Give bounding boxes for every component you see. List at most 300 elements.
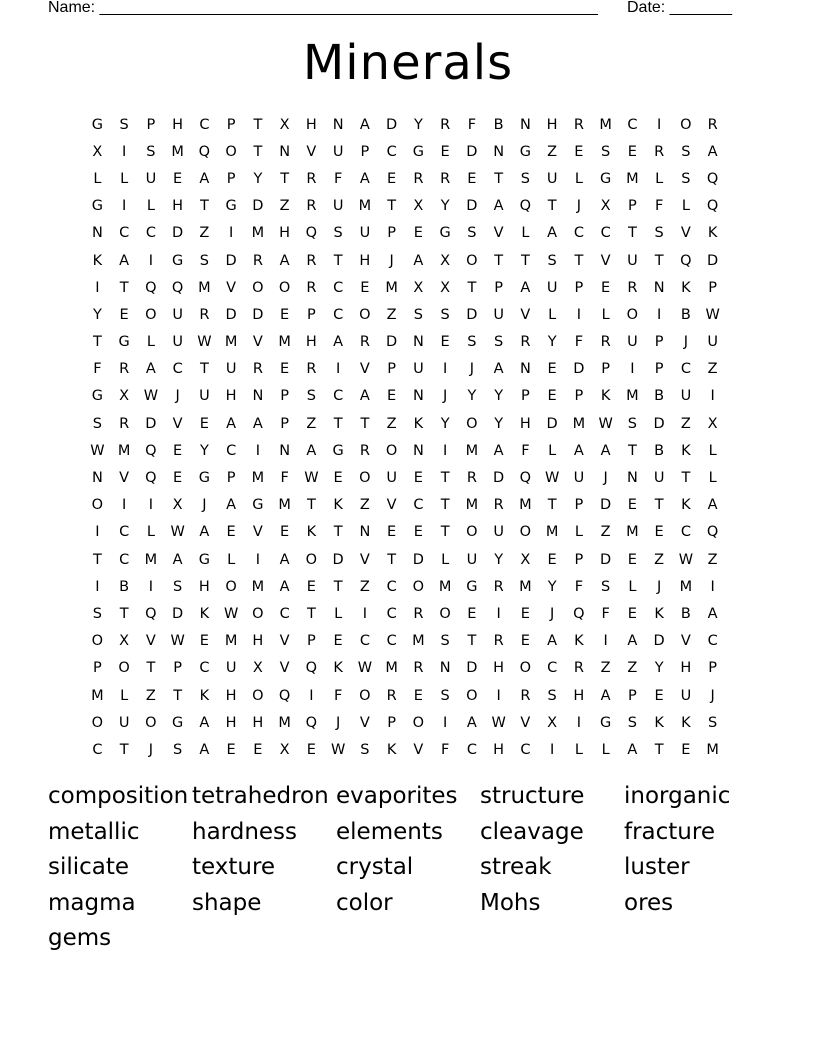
grid-letter[interactable]: P	[574, 551, 584, 568]
grid-letter[interactable]: Q	[145, 279, 157, 296]
grid-letter[interactable]: T	[306, 497, 316, 514]
grid-letter[interactable]: O	[519, 660, 532, 677]
grid-letter[interactable]: D	[466, 198, 478, 215]
grid-letter[interactable]: B	[654, 442, 665, 459]
grid-letter[interactable]: U	[145, 170, 157, 187]
grid-letter[interactable]: G	[252, 497, 264, 514]
grid-letter[interactable]: I	[576, 714, 582, 731]
grid-letter[interactable]: P	[146, 116, 156, 133]
grid-letter[interactable]: C	[359, 633, 370, 650]
grid-letter[interactable]: Y	[440, 415, 450, 432]
grid-letter[interactable]: D	[707, 252, 719, 269]
grid-letter[interactable]: P	[280, 415, 289, 432]
grid-letter[interactable]: T	[119, 741, 129, 758]
grid-letter[interactable]: P	[387, 225, 396, 242]
grid-letter[interactable]: P	[708, 279, 717, 296]
grid-letter[interactable]: L	[681, 198, 690, 215]
grid-letter[interactable]: E	[280, 306, 290, 323]
grid-letter[interactable]: P	[494, 279, 503, 296]
grid-letter[interactable]: T	[547, 198, 557, 215]
grid-letter[interactable]: U	[332, 198, 344, 215]
grid-letter[interactable]: N	[439, 660, 451, 677]
grid-letter[interactable]: V	[680, 633, 691, 650]
grid-letter[interactable]: W	[598, 415, 613, 432]
grid-letter[interactable]: O	[439, 605, 451, 622]
grid-letter[interactable]: A	[226, 415, 237, 432]
grid-letter[interactable]: S	[173, 741, 183, 758]
grid-letter[interactable]: W	[170, 524, 185, 541]
grid-letter[interactable]: P	[574, 388, 584, 405]
grid-letter[interactable]: D	[466, 306, 478, 323]
grid-letter[interactable]: A	[199, 170, 210, 187]
grid-letter[interactable]: C	[386, 633, 397, 650]
grid-letter[interactable]: G	[466, 578, 478, 595]
grid-letter[interactable]: V	[600, 252, 611, 269]
grid-letter[interactable]: S	[627, 714, 637, 731]
grid-letter[interactable]: A	[493, 361, 504, 378]
grid-letter[interactable]: P	[307, 633, 316, 650]
grid-letter[interactable]: D	[332, 551, 344, 568]
grid-letter[interactable]: V	[279, 633, 290, 650]
grid-letter[interactable]: Z	[359, 578, 370, 595]
grid-letter[interactable]: V	[172, 415, 183, 432]
grid-letter[interactable]: M	[545, 524, 559, 541]
grid-letter[interactable]: F	[93, 361, 102, 378]
grid-letter[interactable]: M	[251, 578, 265, 595]
grid-letter[interactable]: M	[385, 279, 398, 296]
grid-letter[interactable]: Y	[467, 388, 477, 405]
grid-letter[interactable]: R	[306, 198, 317, 215]
grid-letter[interactable]: H	[225, 714, 237, 731]
grid-letter[interactable]: F	[440, 741, 450, 758]
grid-letter[interactable]: C	[119, 225, 130, 242]
grid-letter[interactable]: V	[252, 524, 263, 541]
grid-letter[interactable]: I	[228, 225, 234, 242]
grid-letter[interactable]: V	[279, 660, 290, 677]
grid-letter[interactable]: G	[198, 470, 210, 487]
grid-letter[interactable]: G	[198, 551, 210, 568]
grid-letter[interactable]: T	[467, 279, 477, 296]
grid-letter[interactable]: W	[491, 714, 506, 731]
grid-letter[interactable]: L	[655, 170, 664, 187]
grid-letter[interactable]: L	[521, 225, 530, 242]
grid-letter[interactable]: E	[387, 524, 397, 541]
grid-letter[interactable]: A	[199, 524, 210, 541]
grid-letter[interactable]: Q	[145, 470, 157, 487]
grid-letter[interactable]: N	[519, 361, 531, 378]
grid-letter[interactable]: T	[627, 225, 637, 242]
grid-letter[interactable]: A	[627, 633, 638, 650]
grid-letter[interactable]: O	[278, 279, 291, 296]
grid-letter[interactable]: U	[172, 306, 183, 323]
grid-letter[interactable]: K	[654, 605, 664, 622]
grid-letter[interactable]: Q	[145, 442, 157, 459]
grid-letter[interactable]: W	[143, 388, 159, 405]
grid-letter[interactable]: T	[494, 252, 504, 269]
grid-letter[interactable]: C	[226, 442, 237, 459]
grid-letter[interactable]: I	[710, 388, 715, 405]
grid-letter[interactable]: R	[440, 116, 451, 133]
grid-letter[interactable]: T	[199, 361, 209, 378]
grid-letter[interactable]: K	[306, 524, 317, 541]
grid-letter[interactable]: T	[360, 415, 370, 432]
grid-letter[interactable]: F	[574, 578, 584, 595]
grid-letter[interactable]: E	[547, 551, 557, 568]
grid-letter[interactable]: R	[413, 170, 424, 187]
grid-letter[interactable]: S	[681, 170, 691, 187]
grid-letter[interactable]: P	[574, 279, 584, 296]
grid-letter[interactable]: A	[707, 143, 718, 160]
grid-letter[interactable]: T	[654, 497, 664, 514]
grid-letter[interactable]: S	[520, 170, 530, 187]
grid-letter[interactable]: Z	[707, 361, 718, 378]
grid-letter[interactable]: C	[119, 551, 130, 568]
grid-letter[interactable]: U	[332, 143, 344, 160]
grid-letter[interactable]: I	[148, 252, 154, 269]
grid-letter[interactable]: P	[280, 388, 289, 405]
grid-letter[interactable]: Z	[386, 415, 397, 432]
grid-letter[interactable]: C	[333, 279, 344, 296]
grid-letter[interactable]: X	[547, 714, 558, 731]
grid-letter[interactable]: T	[119, 605, 129, 622]
grid-letter[interactable]: P	[521, 388, 530, 405]
grid-letter[interactable]: O	[145, 714, 157, 731]
grid-letter[interactable]: N	[279, 143, 291, 160]
grid-letter[interactable]: H	[359, 252, 371, 269]
grid-letter[interactable]: A	[547, 225, 558, 242]
grid-letter[interactable]: H	[519, 415, 531, 432]
grid-letter[interactable]: D	[412, 551, 424, 568]
grid-letter[interactable]: K	[681, 442, 691, 459]
grid-letter[interactable]: T	[654, 741, 664, 758]
grid-letter[interactable]: D	[386, 116, 398, 133]
grid-letter[interactable]: K	[600, 388, 611, 405]
grid-letter[interactable]: M	[385, 660, 398, 677]
grid-letter[interactable]: M	[171, 143, 184, 160]
grid-letter[interactable]: O	[466, 252, 478, 269]
grid-letter[interactable]: C	[172, 361, 183, 378]
grid-letter[interactable]: M	[706, 741, 719, 758]
grid-letter[interactable]: T	[253, 143, 263, 160]
grid-letter[interactable]: P	[708, 660, 717, 677]
grid-letter[interactable]: V	[226, 279, 237, 296]
grid-letter[interactable]: F	[333, 687, 343, 704]
grid-letter[interactable]: Y	[413, 116, 423, 133]
grid-letter[interactable]: P	[387, 361, 396, 378]
grid-letter[interactable]: R	[306, 361, 317, 378]
grid-letter[interactable]: I	[95, 524, 100, 541]
grid-letter[interactable]: R	[413, 660, 424, 677]
grid-letter[interactable]: L	[601, 306, 610, 323]
grid-letter[interactable]: L	[334, 605, 343, 622]
grid-letter[interactable]: Z	[547, 143, 558, 160]
grid-letter[interactable]: D	[653, 415, 665, 432]
grid-letter[interactable]: E	[520, 605, 530, 622]
grid-letter[interactable]: S	[92, 605, 102, 622]
grid-letter[interactable]: A	[520, 279, 531, 296]
grid-letter[interactable]: A	[707, 605, 718, 622]
grid-letter[interactable]: K	[681, 497, 691, 514]
grid-letter[interactable]: S	[627, 415, 637, 432]
grid-letter[interactable]: D	[172, 605, 184, 622]
grid-letter[interactable]: L	[120, 170, 129, 187]
grid-letter[interactable]: N	[412, 334, 424, 351]
grid-letter[interactable]: R	[627, 279, 638, 296]
grid-letter[interactable]: E	[627, 497, 637, 514]
grid-letter[interactable]: K	[199, 687, 210, 704]
grid-letter[interactable]: E	[627, 551, 637, 568]
grid-letter[interactable]: H	[680, 660, 692, 677]
grid-letter[interactable]: H	[225, 687, 237, 704]
grid-letter[interactable]: O	[145, 306, 157, 323]
grid-letter[interactable]: K	[199, 605, 210, 622]
grid-letter[interactable]: T	[467, 633, 477, 650]
grid-letter[interactable]: X	[413, 279, 424, 296]
grid-letter[interactable]: U	[118, 714, 130, 731]
grid-letter[interactable]: A	[279, 551, 290, 568]
grid-letter[interactable]: R	[306, 279, 317, 296]
grid-letter[interactable]: V	[413, 741, 424, 758]
grid-letter[interactable]: D	[466, 143, 478, 160]
grid-letter[interactable]: S	[440, 633, 450, 650]
grid-letter[interactable]: Q	[706, 170, 719, 187]
grid-letter[interactable]: Q	[198, 143, 211, 160]
grid-letter[interactable]: D	[386, 334, 398, 351]
grid-letter[interactable]: J	[335, 714, 341, 731]
grid-letter[interactable]: R	[306, 170, 317, 187]
grid-letter[interactable]: O	[385, 442, 398, 459]
grid-letter[interactable]: Z	[680, 415, 691, 432]
grid-letter[interactable]: N	[653, 279, 665, 296]
grid-letter[interactable]: X	[252, 660, 263, 677]
grid-letter[interactable]: C	[627, 116, 638, 133]
grid-letter[interactable]: T	[199, 198, 209, 215]
grid-letter[interactable]: S	[440, 306, 450, 323]
grid-letter[interactable]: T	[654, 252, 664, 269]
grid-letter[interactable]: Q	[573, 605, 585, 622]
grid-letter[interactable]: J	[389, 252, 394, 269]
grid-letter[interactable]: E	[547, 361, 557, 378]
grid-letter[interactable]: W	[304, 470, 319, 487]
grid-letter[interactable]: A	[172, 551, 183, 568]
grid-letter[interactable]: P	[654, 361, 664, 378]
grid-letter[interactable]: H	[225, 388, 237, 405]
grid-letter[interactable]: W	[197, 334, 212, 351]
grid-letter[interactable]: Q	[305, 660, 318, 677]
grid-letter[interactable]: P	[574, 497, 584, 514]
grid-letter[interactable]: R	[440, 170, 451, 187]
grid-letter[interactable]: V	[520, 714, 531, 731]
grid-letter[interactable]: A	[279, 578, 290, 595]
grid-letter[interactable]: V	[119, 470, 130, 487]
grid-letter[interactable]: G	[519, 143, 531, 160]
grid-letter[interactable]: M	[224, 334, 238, 351]
grid-letter[interactable]: S	[199, 252, 209, 269]
grid-letter[interactable]: R	[573, 660, 584, 677]
grid-letter[interactable]: R	[119, 415, 130, 432]
grid-letter[interactable]: E	[547, 388, 557, 405]
grid-letter[interactable]: W	[330, 741, 346, 758]
grid-letter[interactable]: P	[601, 361, 610, 378]
grid-letter[interactable]: A	[493, 198, 504, 215]
grid-letter[interactable]: Z	[279, 198, 290, 215]
grid-letter[interactable]: H	[305, 334, 317, 351]
grid-letter[interactable]: I	[656, 306, 662, 323]
grid-letter[interactable]: Z	[386, 306, 397, 323]
grid-letter[interactable]: A	[145, 361, 156, 378]
grid-letter[interactable]: J	[549, 605, 555, 622]
grid-letter[interactable]: H	[493, 660, 505, 677]
grid-letter[interactable]: S	[360, 741, 370, 758]
grid-letter[interactable]: T	[119, 279, 129, 296]
grid-letter[interactable]: P	[360, 143, 370, 160]
grid-letter[interactable]: F	[333, 170, 343, 187]
grid-letter[interactable]: Q	[145, 605, 157, 622]
grid-letter[interactable]: C	[199, 116, 210, 133]
grid-letter[interactable]: C	[333, 306, 344, 323]
grid-letter[interactable]: F	[467, 116, 477, 133]
grid-letter[interactable]: T	[574, 252, 584, 269]
grid-letter[interactable]: C	[119, 524, 130, 541]
grid-letter[interactable]: E	[654, 687, 664, 704]
grid-letter[interactable]: R	[413, 605, 424, 622]
grid-letter[interactable]: O	[466, 687, 478, 704]
grid-letter[interactable]: K	[386, 741, 397, 758]
grid-letter[interactable]: X	[92, 143, 103, 160]
grid-letter[interactable]: M	[572, 415, 586, 432]
grid-letter[interactable]: S	[333, 225, 343, 242]
grid-letter[interactable]: O	[626, 306, 639, 323]
grid-letter[interactable]: O	[359, 470, 371, 487]
grid-letter[interactable]: I	[148, 497, 154, 514]
grid-letter[interactable]: V	[520, 306, 531, 323]
grid-letter[interactable]: U	[359, 225, 371, 242]
grid-letter[interactable]: B	[119, 578, 130, 595]
grid-letter[interactable]: K	[92, 252, 103, 269]
grid-letter[interactable]: A	[547, 633, 558, 650]
grid-letter[interactable]: N	[359, 524, 371, 541]
grid-letter[interactable]: E	[413, 687, 423, 704]
grid-letter[interactable]: J	[148, 741, 154, 758]
grid-letter[interactable]: E	[199, 415, 209, 432]
grid-letter[interactable]: G	[172, 714, 184, 731]
grid-letter[interactable]: R	[252, 252, 263, 269]
grid-letter[interactable]: N	[91, 470, 103, 487]
grid-letter[interactable]: J	[710, 687, 715, 704]
grid-letter[interactable]: X	[119, 388, 130, 405]
grid-letter[interactable]: P	[307, 306, 316, 323]
grid-letter[interactable]: W	[678, 551, 694, 568]
grid-letter[interactable]: D	[252, 306, 264, 323]
grid-letter[interactable]: I	[121, 497, 127, 514]
grid-letter[interactable]: X	[440, 279, 451, 296]
grid-letter[interactable]: X	[520, 551, 531, 568]
grid-letter[interactable]: Q	[680, 252, 692, 269]
grid-letter[interactable]: I	[335, 361, 341, 378]
grid-letter[interactable]: X	[172, 497, 183, 514]
grid-letter[interactable]: M	[438, 578, 452, 595]
grid-letter[interactable]: K	[333, 497, 343, 514]
grid-letter[interactable]: X	[413, 198, 424, 215]
grid-letter[interactable]: W	[357, 660, 373, 677]
grid-letter[interactable]: Z	[199, 225, 210, 242]
grid-letter[interactable]: F	[654, 198, 664, 215]
grid-letter[interactable]: D	[546, 415, 558, 432]
grid-letter[interactable]: W	[223, 605, 239, 622]
grid-letter[interactable]: Y	[547, 578, 557, 595]
grid-letter[interactable]: E	[440, 143, 450, 160]
grid-letter[interactable]: S	[92, 415, 102, 432]
grid-letter[interactable]: A	[466, 714, 477, 731]
grid-letter[interactable]: G	[600, 170, 612, 187]
grid-letter[interactable]: Z	[600, 660, 611, 677]
grid-letter[interactable]: Y	[253, 170, 263, 187]
grid-letter[interactable]: X	[279, 116, 290, 133]
grid-letter[interactable]: U	[573, 470, 585, 487]
grid-letter[interactable]: S	[467, 225, 477, 242]
grid-letter[interactable]: O	[225, 578, 237, 595]
grid-letter[interactable]: C	[386, 605, 397, 622]
grid-letter[interactable]: L	[708, 442, 717, 459]
grid-letter[interactable]: V	[252, 334, 263, 351]
grid-letter[interactable]: P	[226, 116, 236, 133]
grid-letter[interactable]: J	[683, 334, 689, 351]
grid-letter[interactable]: C	[680, 361, 691, 378]
grid-letter[interactable]: X	[119, 633, 130, 650]
grid-letter[interactable]: G	[332, 442, 344, 459]
grid-letter[interactable]: Q	[171, 279, 184, 296]
grid-letter[interactable]: G	[439, 225, 451, 242]
grid-letter[interactable]: N	[91, 225, 103, 242]
grid-letter[interactable]: E	[333, 633, 343, 650]
grid-letter[interactable]: M	[278, 497, 291, 514]
grid-letter[interactable]: S	[601, 578, 611, 595]
grid-letter[interactable]: I	[362, 605, 368, 622]
grid-letter[interactable]: N	[279, 442, 291, 459]
grid-letter[interactable]: A	[306, 442, 317, 459]
grid-letter[interactable]: B	[654, 388, 665, 405]
grid-letter[interactable]: S	[547, 252, 557, 269]
grid-letter[interactable]: M	[626, 170, 639, 187]
grid-letter[interactable]: U	[172, 334, 183, 351]
grid-letter[interactable]: E	[119, 306, 129, 323]
grid-letter[interactable]: U	[466, 551, 478, 568]
grid-letter[interactable]: P	[226, 470, 236, 487]
grid-letter[interactable]: I	[121, 198, 127, 215]
grid-letter[interactable]: Z	[600, 524, 611, 541]
grid-letter[interactable]: E	[440, 334, 450, 351]
grid-letter[interactable]: J	[603, 470, 608, 487]
grid-letter[interactable]: G	[91, 198, 103, 215]
grid-letter[interactable]: L	[93, 170, 102, 187]
grid-letter[interactable]: M	[519, 578, 532, 595]
grid-letter[interactable]: C	[547, 660, 558, 677]
grid-letter[interactable]: C	[386, 578, 397, 595]
grid-letter[interactable]: Z	[145, 687, 156, 704]
grid-letter[interactable]: O	[91, 714, 104, 731]
grid-letter[interactable]: D	[573, 361, 585, 378]
grid-letter[interactable]: R	[199, 306, 210, 323]
grid-letter[interactable]: U	[546, 170, 558, 187]
grid-letter[interactable]: M	[412, 633, 425, 650]
grid-letter[interactable]: V	[306, 143, 317, 160]
grid-letter[interactable]: C	[145, 225, 156, 242]
grid-letter[interactable]: E	[306, 578, 316, 595]
grid-letter[interactable]: O	[252, 279, 264, 296]
grid-letter[interactable]: T	[333, 415, 343, 432]
grid-letter[interactable]: C	[680, 524, 691, 541]
grid-letter[interactable]: S	[494, 334, 504, 351]
